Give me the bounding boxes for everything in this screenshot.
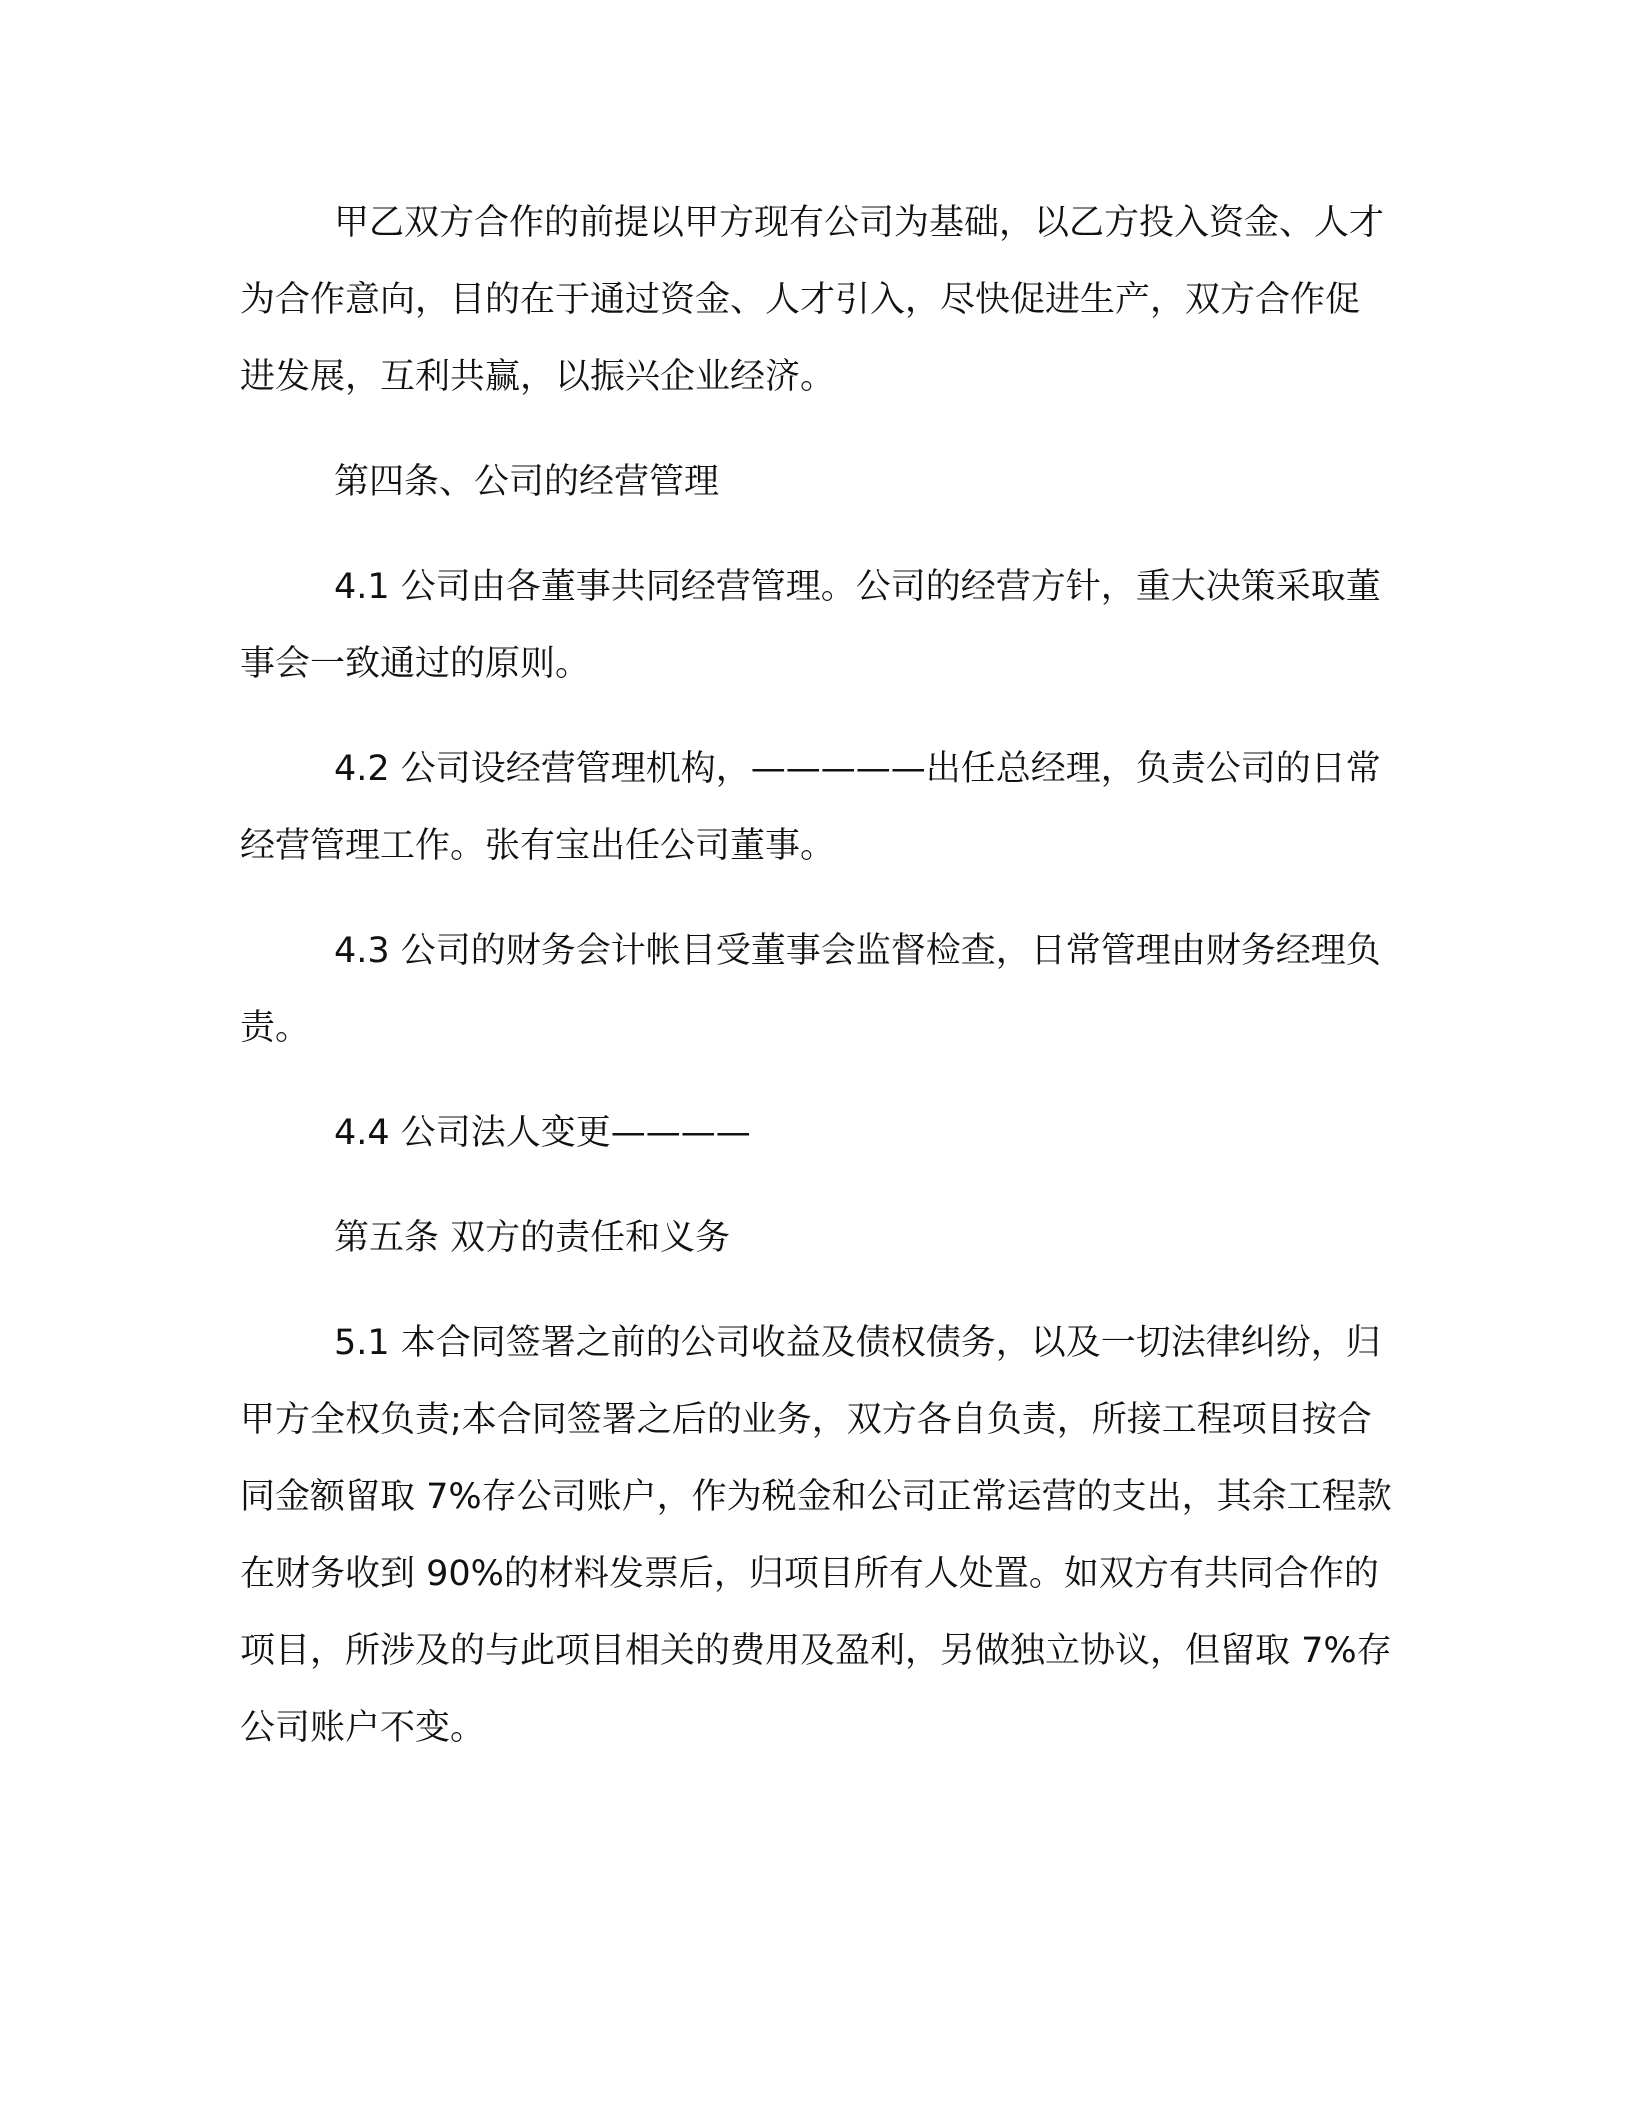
clause-5-1: 5.1 本合同签署之前的公司收益及债权债务，以及一切法律纠纷，归甲方全权负责;本合同签署之后的业务，双方各自负责，所接工程项目按合同金额留取 7%存公司账户，作为税金和公司正常运营的支出，其余工程款在财务收到 90%的材料发票后，归项目所有人处置。如双方有共同合作的项目，所涉及的与此项目相关的费用及盈利，另做独立协议，但留取 7%存公司账户不变。: [240, 1323, 1392, 1748]
clause-4-3: 4.3 公司的财务会计帐目受董事会监督检查，日常管理由财务经理负责。: [240, 931, 1381, 1048]
document-body: [240, 185, 1392, 1795]
clause-4-1: 4.1 公司由各董事共同经营管理。公司的经营方针，重大决策采取董事会一致通过的原则。: [240, 567, 1381, 684]
clause-4-4: 4.4 公司法人变更————: [334, 1113, 751, 1153]
clause-4-2: 4.2 公司设经营管理机构，—————出任总经理，负责公司的日常经营管理工作。张有宝出任公司董事。: [240, 749, 1381, 866]
article-5-heading: 第五条 双方的责任和义务: [334, 1218, 731, 1258]
paragraph-cooperation-premise: 甲乙双方合作的前提以甲方现有公司为基础，以乙方投入资金、人才为合作意向，目的在于通过资金、人才引入，尽快促进生产，双方合作促进发展，互利共赢，以振兴企业经济。: [240, 203, 1385, 397]
article-4-heading: 第四条、公司的经营管理: [334, 462, 720, 502]
